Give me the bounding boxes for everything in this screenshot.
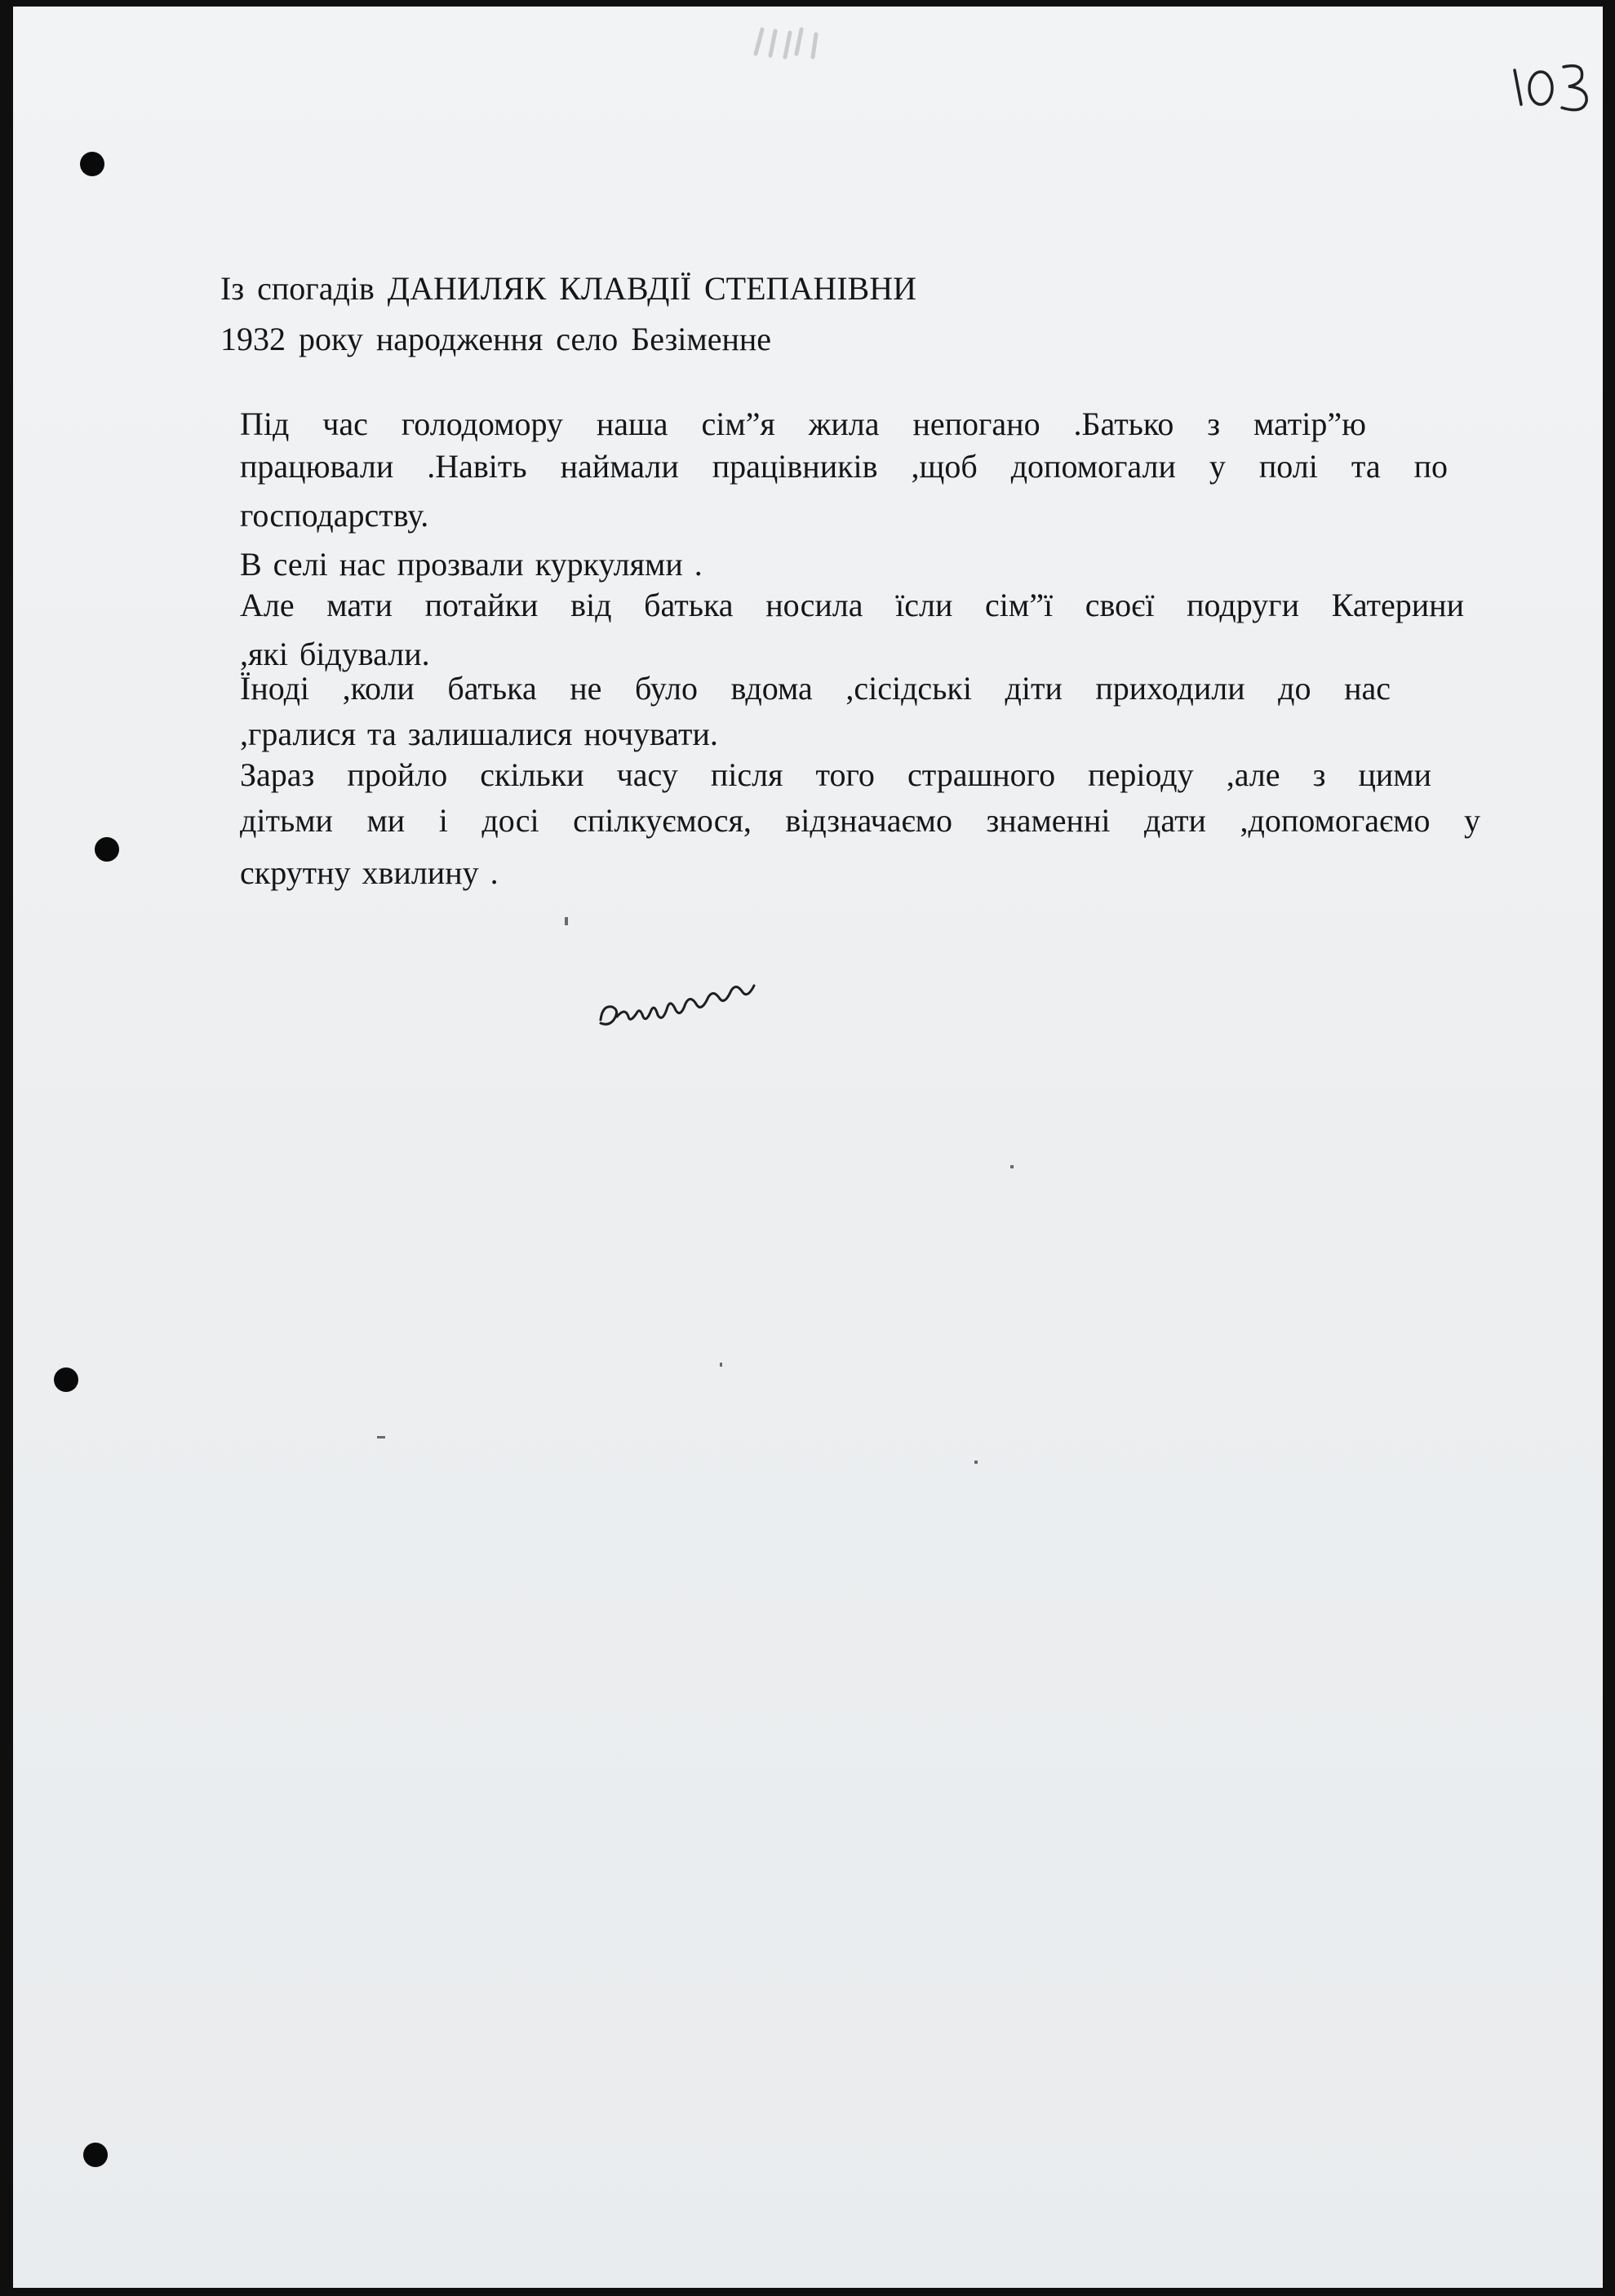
body-line: ,гралися та залишалися ночувати. [240,716,718,752]
header-line-1: Із спогадів ДАНИЛЯК КЛАВДІЇ СТЕПАНІВНИ [220,270,916,307]
punch-hole [95,837,119,862]
body-line: Але мати потайки від батька носила їсли сім”ї своєї подруги Катерини [240,587,1464,623]
body-line: В селі нас прозвали куркулями . [240,546,703,583]
document-header-subtitle [220,320,771,358]
scan-speck [377,1436,385,1438]
scan-speck [565,917,568,925]
punch-hole [80,152,104,176]
body-line: працювали .Навіть наймали працівників ,щоб допомогали у полі та по [240,448,1448,485]
punch-hole [54,1367,78,1392]
bleed-through-mark [748,21,854,70]
scan-speck [974,1460,978,1464]
body-line: дітьми ми і досі спілкуємося, відзначаємо знаменні дати ,допомогаємо у [240,802,1480,839]
punch-hole [83,2143,108,2167]
document-sheet [13,7,1603,2288]
scan-speck [720,1363,722,1367]
document-header-title [220,269,916,308]
handwritten-page-number [1506,54,1604,119]
body-line: господарству. [240,497,429,534]
body-line: Зараз пройло скільки часу після того страшного періоду ,але з цими [240,756,1431,793]
body-line: Під час голодомору наша сім”я жила непогано .Батько з матір”ю [240,406,1366,442]
body-line: ,які бідували. [240,636,430,672]
scan-speck [1010,1165,1014,1168]
header-line-2: 1932 року народження село Безіменне [220,321,772,357]
handwritten-signature [592,969,780,1043]
body-line: скрутну хвилину . [240,854,499,891]
body-line: Їноді ,коли батька не було вдома ,сісідські діти приходили до нас [240,670,1391,707]
